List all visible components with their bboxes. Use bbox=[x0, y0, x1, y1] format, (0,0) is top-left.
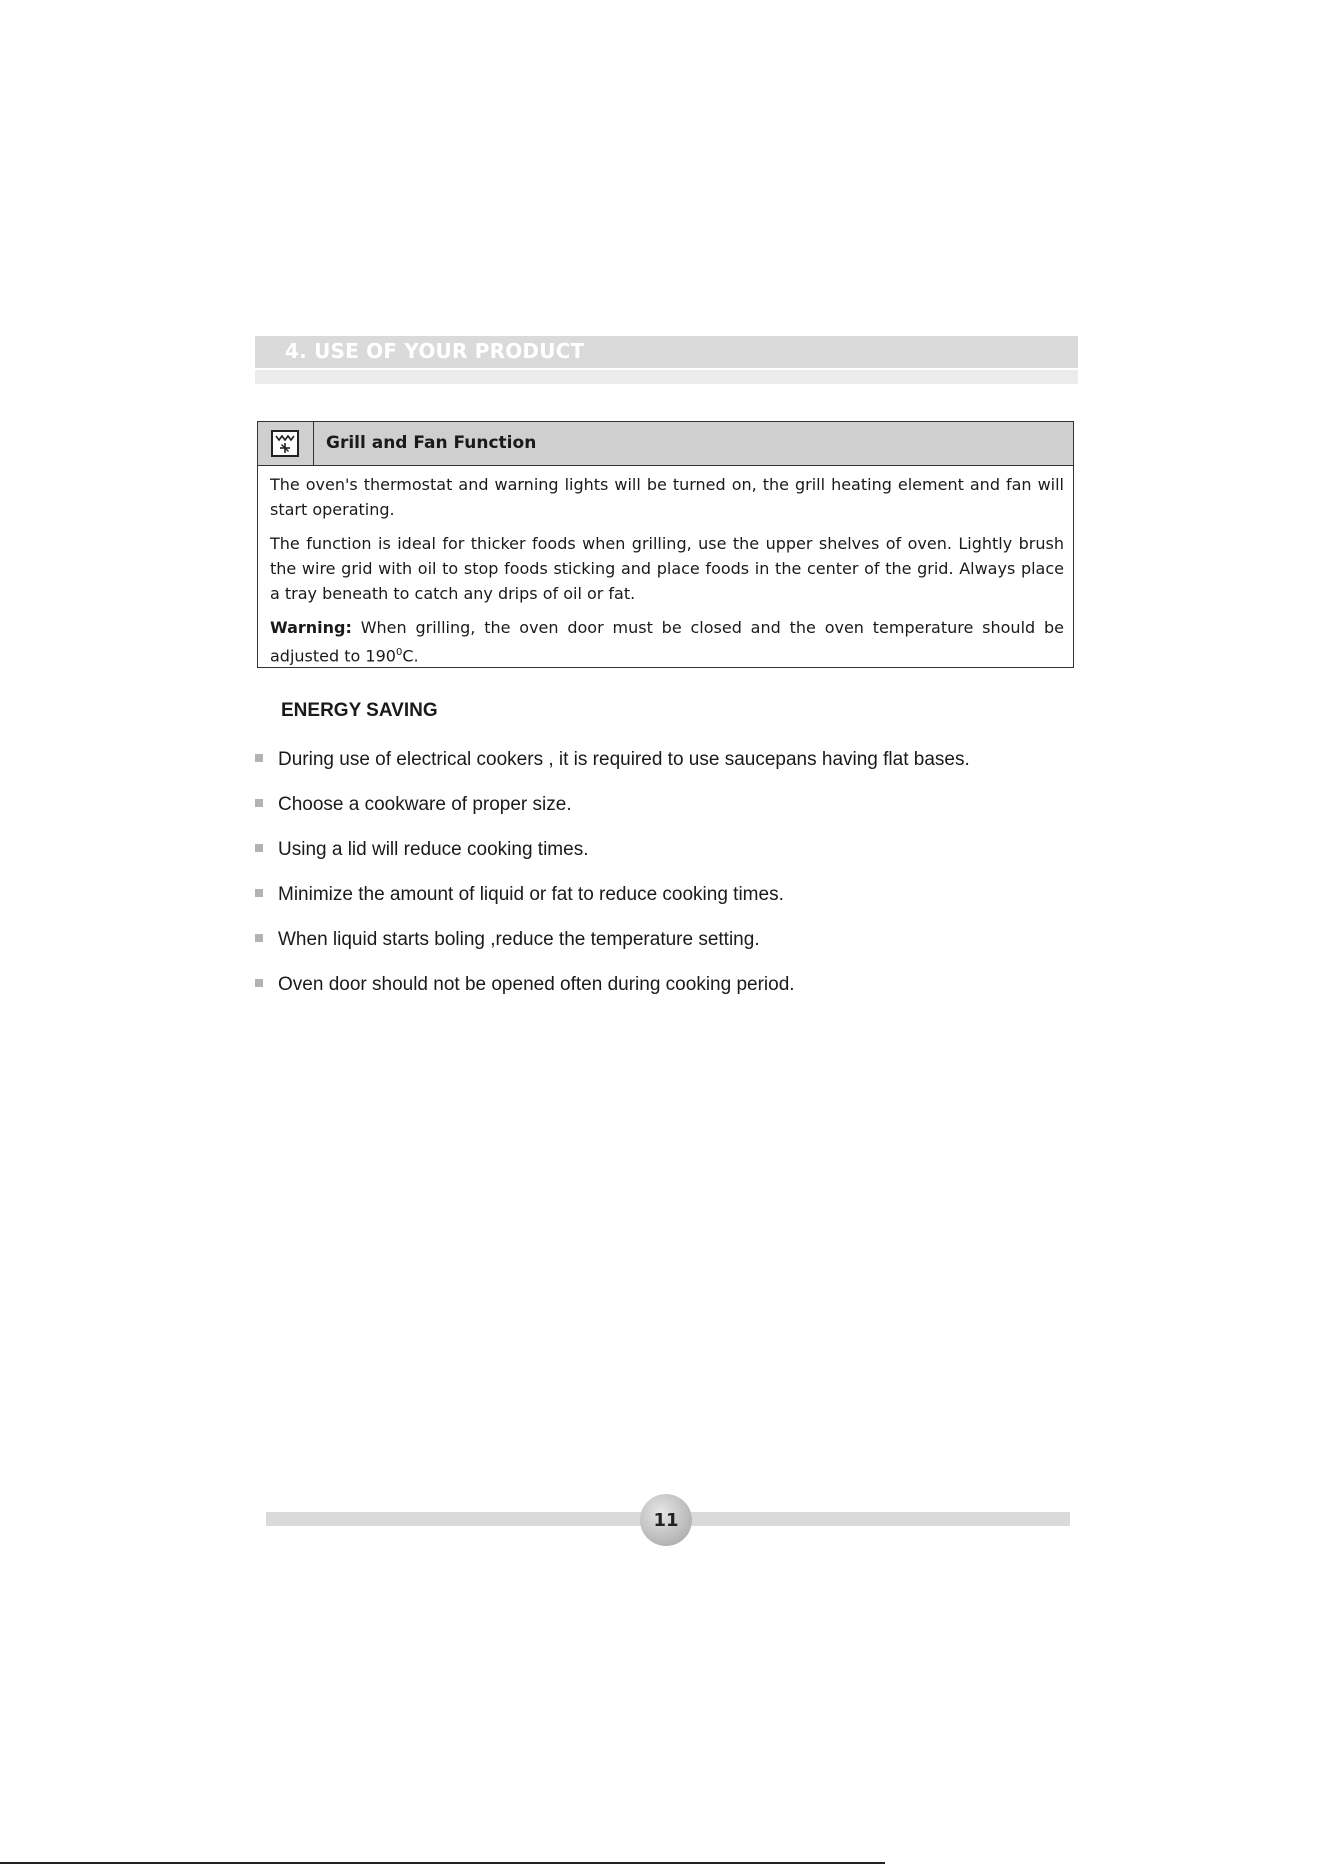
list-item-text: Oven door should not be opened often during cooking period. bbox=[278, 974, 795, 995]
page-number-badge bbox=[640, 1494, 692, 1546]
bullet-square-icon bbox=[255, 979, 263, 987]
list-item-text: Choose a cookware of proper size. bbox=[278, 794, 572, 815]
energy-saving-title: ENERGY SAVING bbox=[281, 700, 438, 721]
warning-degree: 0 bbox=[395, 647, 403, 658]
page-number: 11 bbox=[653, 1509, 679, 1531]
bullet-square-icon bbox=[255, 934, 263, 942]
section-header-strip bbox=[255, 370, 1078, 384]
grill-fan-icon bbox=[271, 430, 299, 457]
bullet-square-icon bbox=[255, 799, 263, 807]
warning-label: Warning: bbox=[270, 618, 352, 637]
function-warning bbox=[270, 615, 1064, 668]
function-title: Grill and Fan Function bbox=[326, 433, 537, 453]
function-paragraph-1: The oven's thermostat and warning lights will be turned on, the grill heating element and fan will start operating. bbox=[270, 475, 1064, 519]
function-description bbox=[270, 472, 1064, 677]
function-box-header bbox=[258, 422, 1073, 466]
bullet-square-icon bbox=[255, 754, 263, 762]
warning-unit: C. bbox=[402, 646, 419, 666]
bottom-divider bbox=[0, 1862, 885, 1864]
section-title: 4. USE OF YOUR PRODUCT bbox=[285, 339, 585, 363]
function-paragraph-2: The function is ideal for thicker foods when grilling, use the upper shelves of oven. Lightly brush the wire grid with oil to stop foods sticking and place foods in the center of the grid. Always place a tray beneath to catch any drips of oil or fat. bbox=[270, 534, 1064, 603]
bullet-square-icon bbox=[255, 844, 263, 852]
section-header bbox=[255, 336, 1078, 368]
list-item-text: Using a lid will reduce cooking times. bbox=[278, 839, 589, 860]
function-box bbox=[257, 421, 1074, 668]
bullet-square-icon bbox=[255, 889, 263, 897]
warning-text: When grilling, the oven door must be closed and the oven temperature should be adjusted to 190 bbox=[270, 618, 1064, 666]
list-item-text: During use of electrical cookers , it is required to use saucepans having flat bases. bbox=[278, 749, 970, 770]
list-item-text: When liquid starts boling ,reduce the temperature setting. bbox=[278, 929, 760, 950]
list-item-text: Minimize the amount of liquid or fat to reduce cooking times. bbox=[278, 884, 784, 905]
function-icon-cell bbox=[258, 422, 314, 465]
